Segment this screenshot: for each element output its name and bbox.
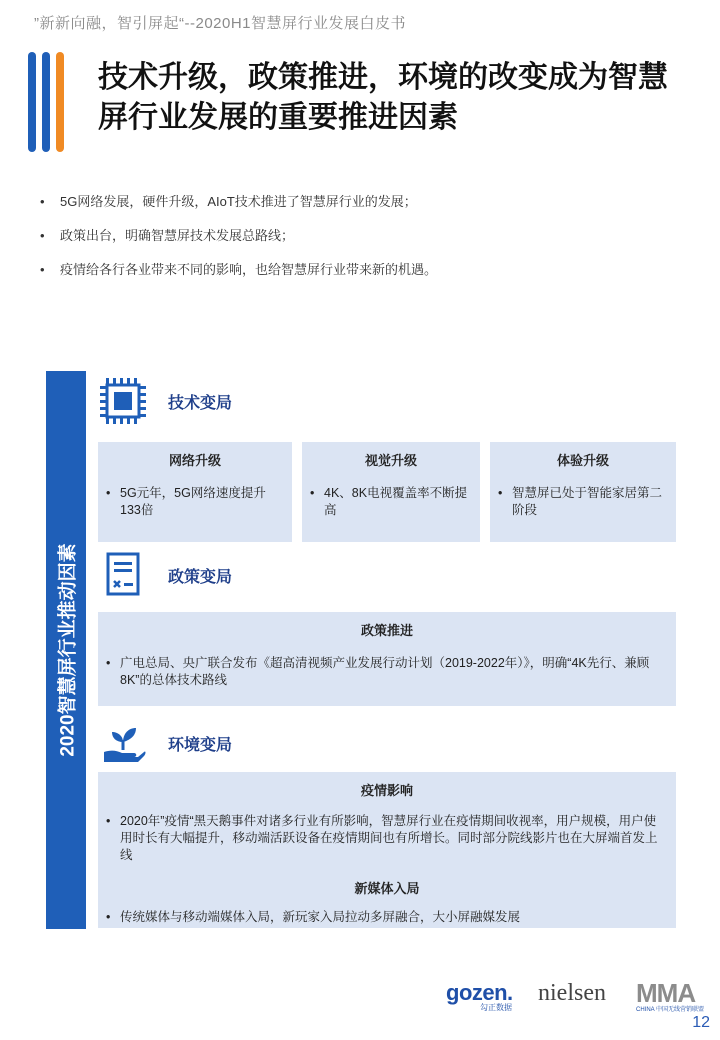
nielsen-logo: nielsen: [538, 980, 606, 1006]
title-accent-bars: [28, 52, 74, 152]
tech-box-title: 视觉升级: [364, 453, 417, 468]
vertical-banner: [46, 371, 86, 929]
page-title-line1: 技术升级，政策推进，环境的改变成为智慧: [98, 61, 668, 94]
section-env-title: 环境变局: [168, 737, 233, 754]
tech-box-network: [98, 442, 292, 542]
gozen-logo-sub: 勾正数据: [480, 1003, 512, 1012]
mma-logo: MMA: [636, 978, 696, 1008]
page-number: 12: [692, 1014, 710, 1031]
env-box2-item: • 传统媒体与移动端媒体入局，新玩家入局拉动多屏融合，大小屏融媒发展: [98, 909, 676, 926]
gozen-logo: gozen.: [446, 980, 513, 1005]
page-title-line2: 屏行业发展的重要推进因素: [98, 101, 458, 134]
tech-box-title: 网络升级: [168, 453, 221, 468]
env-box1-item: • 2020年”疫情“黑天鹅事件对诸多行业有所影响，智慧屏行业在疫情期间收视率，用户规模，用户使用时长有大幅提升，移动端活跃设备在疫情期间也有所增长。同时部分院线影片也在大屏端首发上线: [98, 813, 676, 864]
summary-bullet: • 5G网络发展，硬件升级，AIoT技术推进了智慧屏行业的发展；: [38, 192, 678, 226]
env-box1-title: 疫情影响: [360, 783, 413, 798]
hand-plant-icon: [100, 720, 146, 766]
page-title: [98, 58, 698, 138]
tech-box-item: • 4K、8K电视覆盖率不断提高: [302, 485, 480, 519]
policy-box-item: • 广电总局、央广联合发布《超高清视频产业发展行动计划（2019-2022年）》，明确“4K先行、兼顾8K”的总体技术路线: [98, 655, 676, 689]
summary-bullet: • 政策出台，明确智慧屏技术发展总路线；: [38, 226, 678, 260]
mma-logo-sub: CHINA 中国无线营销联盟: [636, 1007, 705, 1013]
env-box: [98, 772, 676, 928]
env-box2-title: 新媒体入局: [354, 881, 420, 896]
chip-icon: [100, 378, 146, 424]
document-icon: [100, 552, 146, 598]
section-tech-title: 技术变局: [168, 395, 233, 412]
tech-box-item: • 智慧屏已处于智能家居第二阶段: [490, 485, 676, 519]
section-policy-title: 政策变局: [168, 569, 233, 586]
summary-bullet: • 疫情给各行各业带来不同的影响，也给智慧屏行业带来新的机遇。: [38, 260, 678, 294]
partner-logos: [446, 978, 706, 1013]
tech-box-item: • 5G元年，5G网络速度提升133倍: [98, 485, 292, 519]
header-text: ”新新向融，智引屏起“--2020H1智慧屏行业发展白皮书: [34, 15, 407, 32]
policy-box-title: 政策推进: [360, 623, 413, 638]
tech-box-visual: [302, 442, 480, 542]
vertical-banner-text: 2020智慧屏行业推动因素: [57, 543, 79, 757]
summary-bullets: [38, 192, 678, 294]
policy-box: [98, 612, 676, 706]
tech-box-experience: [490, 442, 676, 542]
tech-box-title: 体验升级: [556, 453, 609, 468]
